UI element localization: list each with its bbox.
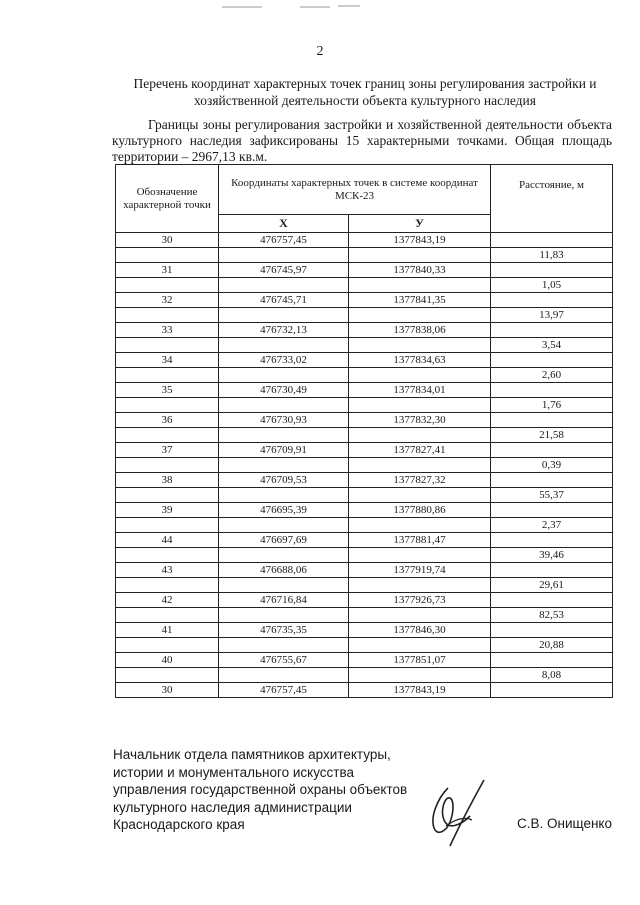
distance-row	[116, 338, 613, 353]
x-cell: 476709,53	[219, 473, 349, 488]
distance-row	[116, 248, 613, 263]
signatory-line: Краснодарского края	[113, 817, 245, 832]
x-cell: 476757,45	[219, 233, 349, 248]
y-cell: 1377881,47	[349, 533, 491, 548]
blank-cell	[219, 488, 349, 503]
point-id-cell: 33	[116, 323, 219, 338]
point-row	[116, 383, 613, 398]
y-cell: 1377827,32	[349, 473, 491, 488]
point-row	[116, 653, 613, 668]
point-id-cell: 35	[116, 383, 219, 398]
scan-marks	[0, 4, 640, 10]
blank-cell	[349, 668, 491, 683]
point-id-cell: 37	[116, 443, 219, 458]
blank-cell	[349, 428, 491, 443]
point-row	[116, 503, 613, 518]
distance-row	[116, 458, 613, 473]
blank-cell	[349, 488, 491, 503]
y-cell: 1377834,01	[349, 383, 491, 398]
distance-row	[116, 548, 613, 563]
blank-cell	[116, 278, 219, 293]
blank-cell	[349, 308, 491, 323]
header-distance: Расстояние, м	[491, 165, 613, 233]
point-row	[116, 533, 613, 548]
blank-cell	[116, 638, 219, 653]
y-cell: 1377840,33	[349, 263, 491, 278]
header-y: У	[349, 215, 491, 233]
x-cell: 476697,69	[219, 533, 349, 548]
blank-cell	[219, 518, 349, 533]
point-id-cell: 30	[116, 683, 219, 698]
blank-cell	[219, 368, 349, 383]
distance-empty-cell	[491, 353, 613, 368]
distance-row	[116, 368, 613, 383]
x-cell: 476745,97	[219, 263, 349, 278]
y-cell: 1377880,86	[349, 503, 491, 518]
x-cell: 476732,13	[219, 323, 349, 338]
blank-cell	[219, 578, 349, 593]
point-row	[116, 473, 613, 488]
blank-cell	[219, 458, 349, 473]
distance-cell: 8,08	[491, 668, 613, 683]
distance-empty-cell	[491, 443, 613, 458]
point-row	[116, 263, 613, 278]
distance-empty-cell	[491, 413, 613, 428]
signatory-line: истории и монументального искусства	[113, 764, 355, 780]
blank-cell	[349, 608, 491, 623]
y-cell: 1377834,63	[349, 353, 491, 368]
blank-cell	[116, 488, 219, 503]
distance-cell: 55,37	[491, 488, 613, 503]
x-cell: 476757,45	[219, 683, 349, 698]
y-cell: 1377851,07	[349, 653, 491, 668]
point-row	[116, 563, 613, 578]
point-id-cell: 39	[116, 503, 219, 518]
distance-row	[116, 488, 613, 503]
blank-cell	[219, 548, 349, 563]
header-coords: Координаты характерных точек в системе координат МСК-23	[219, 165, 491, 215]
distance-cell: 0,39	[491, 458, 613, 473]
y-cell: 1377919,74	[349, 563, 491, 578]
point-id-cell: 40	[116, 653, 219, 668]
x-cell: 476695,39	[219, 503, 349, 518]
blank-cell	[116, 518, 219, 533]
point-row	[116, 353, 613, 368]
distance-cell: 2,60	[491, 368, 613, 383]
distance-cell: 82,53	[491, 608, 613, 623]
x-cell: 476709,91	[219, 443, 349, 458]
distance-row	[116, 518, 613, 533]
coordinates-table	[115, 164, 613, 698]
point-row	[116, 683, 613, 698]
y-cell: 1377926,73	[349, 593, 491, 608]
blank-cell	[116, 308, 219, 323]
document-heading: Перечень координат характерных точек границ зоны регулирования застройки и хозяйственной деятельности объекта культурного наследия	[133, 76, 597, 108]
point-row	[116, 593, 613, 608]
header-point: Обозначение характерной точки	[116, 165, 219, 233]
blank-cell	[116, 668, 219, 683]
distance-cell: 11,83	[491, 248, 613, 263]
signatory-line: управления государственной охраны объектов	[113, 782, 408, 797]
point-id-cell: 36	[116, 413, 219, 428]
x-cell: 476730,93	[219, 413, 349, 428]
point-id-cell: 44	[116, 533, 219, 548]
distance-row	[116, 578, 613, 593]
point-id-cell: 30	[116, 233, 219, 248]
blank-cell	[219, 278, 349, 293]
y-cell: 1377843,19	[349, 683, 491, 698]
distance-empty-cell	[491, 233, 613, 248]
x-cell: 476735,35	[219, 623, 349, 638]
blank-cell	[349, 248, 491, 263]
point-id-cell: 41	[116, 623, 219, 638]
distance-cell: 13,97	[491, 308, 613, 323]
x-cell: 476745,71	[219, 293, 349, 308]
signatory-line: культурного наследия администрации	[113, 799, 352, 815]
blank-cell	[116, 368, 219, 383]
distance-row	[116, 608, 613, 623]
distance-cell: 21,58	[491, 428, 613, 443]
y-cell: 1377843,19	[349, 233, 491, 248]
blank-cell	[116, 248, 219, 263]
point-id-cell: 42	[116, 593, 219, 608]
point-row	[116, 413, 613, 428]
distance-row	[116, 428, 613, 443]
blank-cell	[219, 398, 349, 413]
blank-cell	[219, 668, 349, 683]
distance-empty-cell	[491, 323, 613, 338]
x-cell: 476733,02	[219, 353, 349, 368]
blank-cell	[116, 428, 219, 443]
distance-row	[116, 308, 613, 323]
blank-cell	[219, 608, 349, 623]
distance-empty-cell	[491, 503, 613, 518]
point-row	[116, 623, 613, 638]
blank-cell	[349, 638, 491, 653]
blank-cell	[349, 458, 491, 473]
point-id-cell: 38	[116, 473, 219, 488]
blank-cell	[116, 458, 219, 473]
distance-empty-cell	[491, 563, 613, 578]
blank-cell	[349, 368, 491, 383]
distance-cell: 3,54	[491, 338, 613, 353]
distance-row	[116, 278, 613, 293]
point-id-cell: 32	[116, 293, 219, 308]
blank-cell	[116, 548, 219, 563]
signatory-line: Начальник отдела памятников архитектуры,	[113, 747, 391, 762]
point-row	[116, 233, 613, 248]
blank-cell	[349, 278, 491, 293]
blank-cell	[116, 608, 219, 623]
point-id-cell: 34	[116, 353, 219, 368]
y-cell: 1377827,41	[349, 443, 491, 458]
x-cell: 476716,84	[219, 593, 349, 608]
distance-empty-cell	[491, 533, 613, 548]
signatory-name: С.В. Онищенко	[517, 816, 612, 831]
distance-cell: 1,76	[491, 398, 613, 413]
y-cell: 1377832,30	[349, 413, 491, 428]
blank-cell	[219, 338, 349, 353]
blank-cell	[219, 638, 349, 653]
distance-row	[116, 668, 613, 683]
y-cell: 1377838,06	[349, 323, 491, 338]
blank-cell	[349, 548, 491, 563]
signatory-title	[113, 746, 423, 834]
point-id-cell: 43	[116, 563, 219, 578]
distance-empty-cell	[491, 473, 613, 488]
point-row	[116, 443, 613, 458]
point-id-cell: 31	[116, 263, 219, 278]
distance-empty-cell	[491, 383, 613, 398]
distance-empty-cell	[491, 593, 613, 608]
distance-cell: 20,88	[491, 638, 613, 653]
blank-cell	[349, 398, 491, 413]
header-x: X	[219, 215, 349, 233]
distance-empty-cell	[491, 623, 613, 638]
point-row	[116, 293, 613, 308]
blank-cell	[219, 248, 349, 263]
blank-cell	[219, 308, 349, 323]
distance-row	[116, 638, 613, 653]
blank-cell	[116, 398, 219, 413]
blank-cell	[349, 578, 491, 593]
page-number: 2	[316, 44, 324, 59]
y-cell: 1377841,35	[349, 293, 491, 308]
distance-cell: 2,37	[491, 518, 613, 533]
x-cell: 476688,06	[219, 563, 349, 578]
point-row	[116, 323, 613, 338]
distance-row	[116, 398, 613, 413]
x-cell: 476730,49	[219, 383, 349, 398]
blank-cell	[349, 518, 491, 533]
distance-empty-cell	[491, 293, 613, 308]
distance-empty-cell	[491, 653, 613, 668]
handwritten-signature	[420, 776, 500, 856]
intro-paragraph: Границы зоны регулирования застройки и хозяйственной деятельности объекта культурного наследия зафиксированы 15 характерными точками. Общая площадь территории – 2967,13 кв.м.	[112, 117, 612, 164]
blank-cell	[116, 338, 219, 353]
distance-cell: 29,61	[491, 578, 613, 593]
x-cell: 476755,67	[219, 653, 349, 668]
blank-cell	[116, 578, 219, 593]
distance-cell: 1,05	[491, 278, 613, 293]
distance-empty-cell	[491, 683, 613, 698]
y-cell: 1377846,30	[349, 623, 491, 638]
distance-cell: 39,46	[491, 548, 613, 563]
distance-empty-cell	[491, 263, 613, 278]
blank-cell	[219, 428, 349, 443]
blank-cell	[349, 338, 491, 353]
